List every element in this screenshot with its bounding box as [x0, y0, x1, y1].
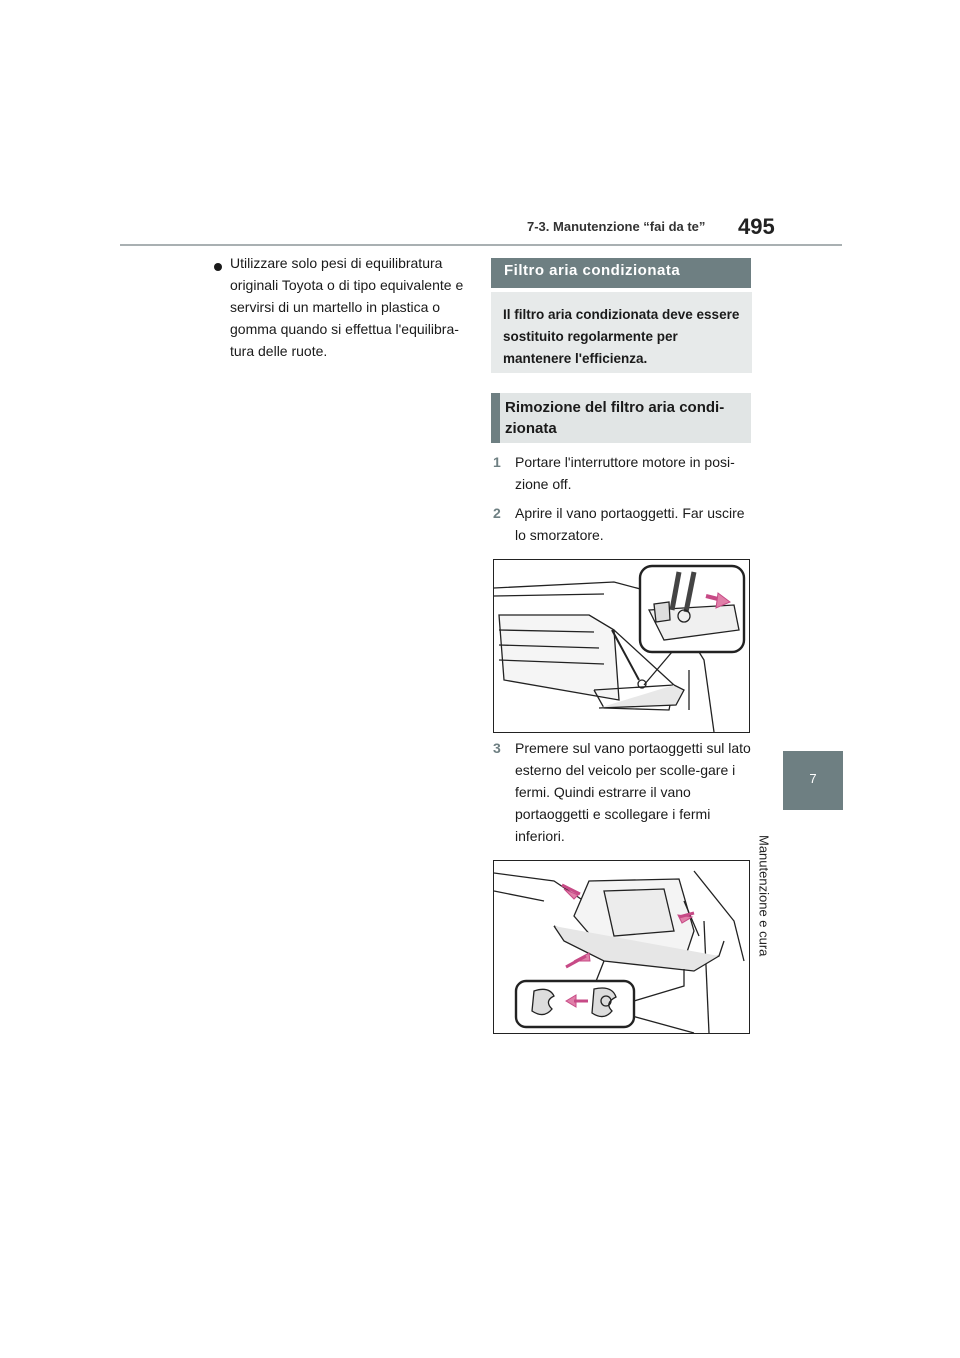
page-number: 495: [738, 214, 775, 239]
bullet-icon: [214, 263, 222, 271]
intro-text: Il filtro aria condizionata deve essere sostituito regolarmente per mantenere l'efficienza.: [503, 307, 740, 366]
section-title: Filtro aria condizionata: [504, 262, 681, 279]
glovebox-removal-figure: [493, 860, 750, 1034]
step-3-text: Premere sul vano portaoggetti sul lato esterno del veicolo per scolle-gare i fermi. Quindi estrarre il vano portaoggetti e scollegare i fermi inferiori.: [515, 740, 751, 844]
glovebox-damper-icon: [494, 560, 749, 732]
chapter-label: Manutenzione e cura: [756, 835, 772, 957]
step-1-text: Portare l'interruttore motore in posi-zione off.: [515, 454, 735, 492]
header-rule: [120, 244, 842, 246]
glovebox-damper-figure: [493, 559, 750, 733]
glovebox-removal-icon: [494, 861, 749, 1033]
chapter-number: 7: [809, 771, 817, 786]
step-1-number: 1: [493, 454, 501, 470]
step-2-text: Aprire il vano portaoggetti. Far uscire lo smorzatore.: [515, 505, 745, 543]
step-2-number: 2: [493, 505, 501, 521]
section-header: 7-3. Manutenzione “fai da te”: [527, 219, 706, 234]
subsection-title: Rimozione del filtro aria condi-zionata: [505, 399, 725, 437]
bullet-text: Utilizzare solo pesi di equilibratura originali Toyota o di tipo equivalente e servirsi di un martello in plastica o gomma quando si effettua l'equilibra-tura delle ruote.: [230, 255, 464, 359]
step-3-number: 3: [493, 740, 501, 756]
